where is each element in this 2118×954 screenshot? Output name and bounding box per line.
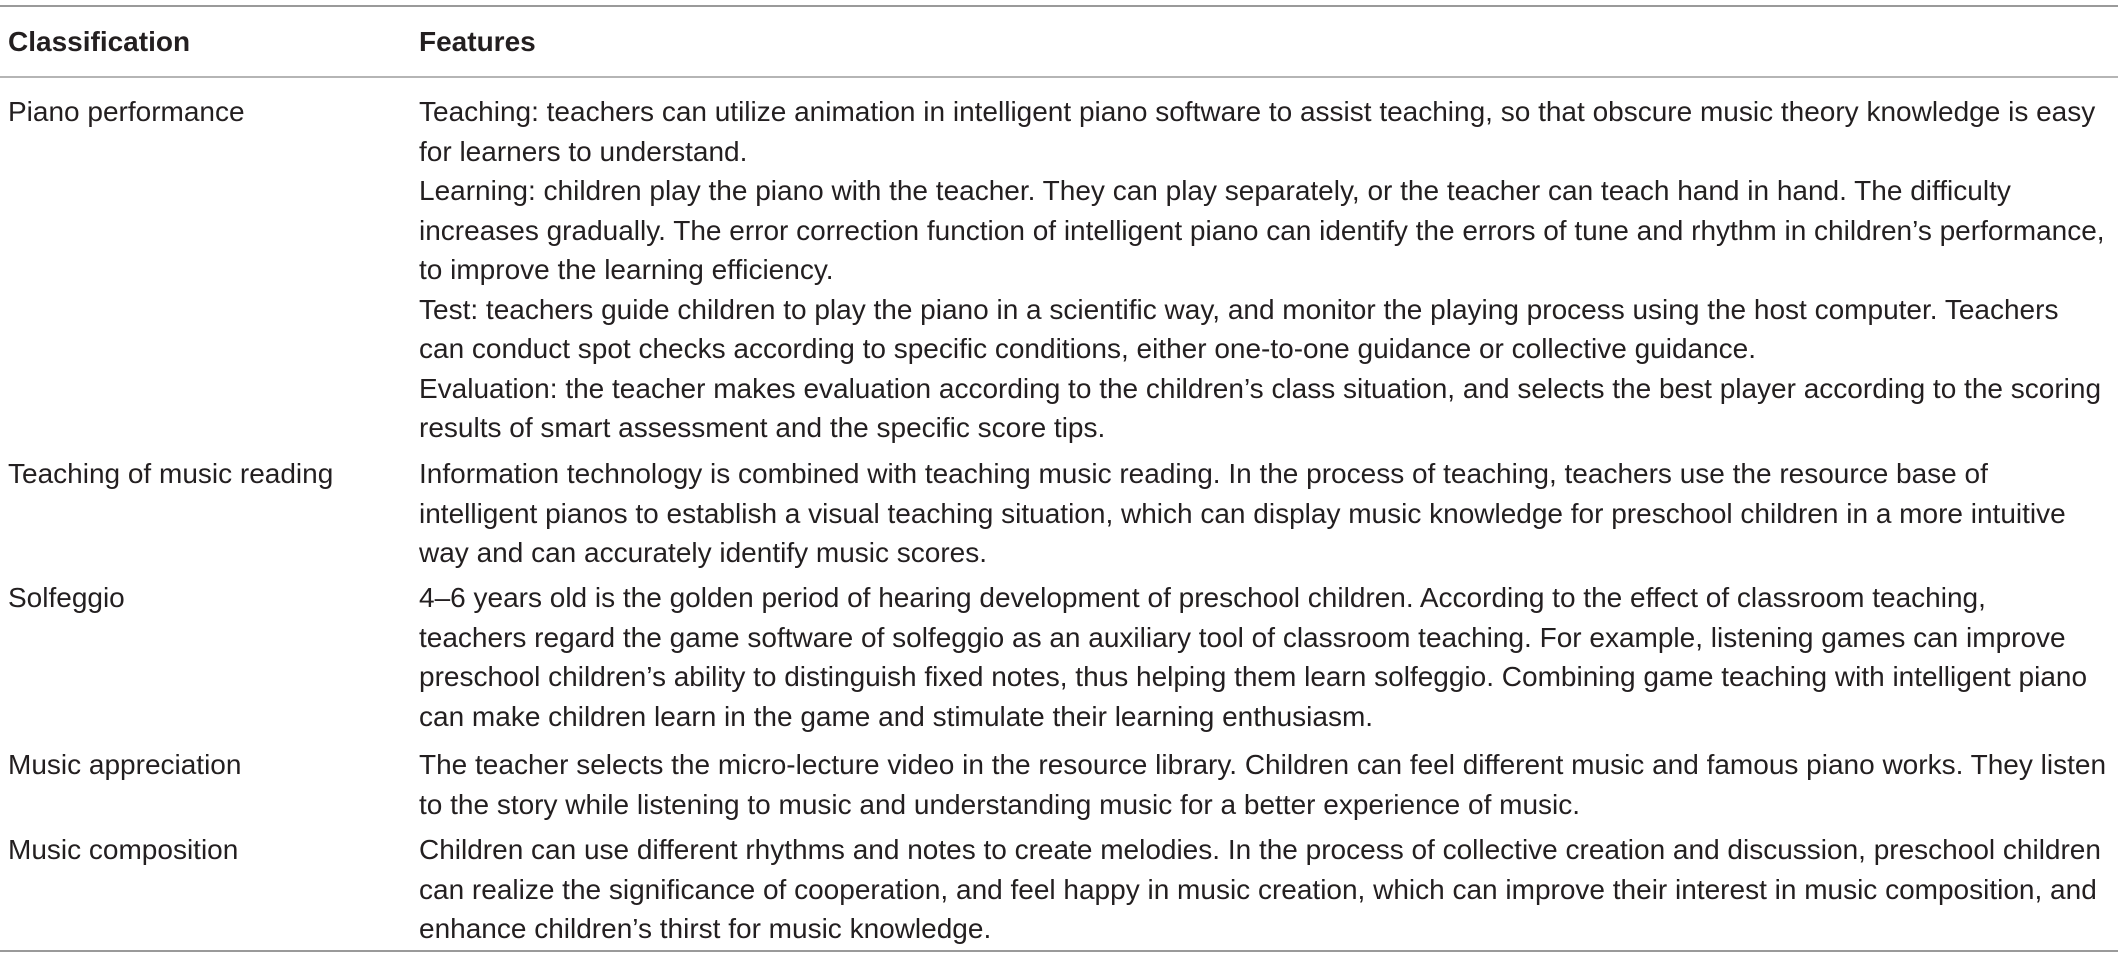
feature-line: to the story while listening to music and understanding music for a better experience of music. [419,788,1581,820]
feature-line: way and can accurately identify music scores. [419,537,988,568]
feature-line: for learners to understand. [419,135,748,167]
classification-cell: Music composition [8,834,239,865]
feature-line: can conduct spot checks according to specific conditions, either one-to-one guidance or collective guidance. [419,333,1757,364]
table-header-row [0,20,2118,64]
feature-line: Information technology is combined with teaching music reading. In the process of teaching, teachers use the resource base of [419,458,1988,489]
header-features: Features [419,26,536,57]
features-cell [419,830,2111,949]
feature-line: intelligent pianos to establish a visual teaching situation, which can display music knowledge for preschool children in a more intuitive [419,497,2066,529]
classification-cell: Teaching of music reading [8,458,334,489]
feature-line: preschool children’s ability to distinguish fixed notes, thus helping them learn solfeggio. Combining game teaching with intelligent piano [419,661,2088,692]
feature-line: can realize the significance of cooperation, and feel happy in music creation, which can improve their interest in music composition, and [419,873,2097,905]
classification-cell: Piano performance [8,96,245,127]
header-classification: Classification [8,26,191,57]
feature-line: Children can use different rhythms and notes to create melodies. In the process of collective creation and discussion, preschool children [419,834,2101,865]
feature-line: Learning: children play the piano with the teacher. They can play separately, or the teacher can teach hand in hand. The difficulty [419,175,2011,206]
feature-line: can make children learn in the game and stimulate their learning enthusiasm. [419,700,1374,732]
features-cell [419,454,2111,573]
feature-line: teachers regard the game software of solfeggio as an auxiliary tool of classroom teaching. For example, listening games can improve [419,621,2066,653]
features-cell [419,578,2111,736]
feature-line: increases gradually. The error correction function of intelligent piano can identify the errors of tune and rhythm in children’s performance, [419,214,2105,246]
feature-line: The teacher selects the micro-lecture video in the resource library. Children can feel different music and famous piano works. They listen [419,749,2107,780]
features-cell [419,92,2111,448]
table-header-rule [0,76,2118,78]
table-bottom-rule [0,950,2118,952]
feature-line: results of smart assessment and the specific score tips. [419,412,1106,443]
classification-cell: Music appreciation [8,749,242,780]
feature-line: enhance children’s thirst for music knowledge. [419,913,992,944]
feature-line: Test: teachers guide children to play the piano in a scientific way, and monitor the playing process using the host computer. Teachers [419,293,2059,325]
features-cell [419,745,2111,824]
feature-line: to improve the learning efficiency. [419,254,834,285]
feature-line: Teaching: teachers can utilize animation in intelligent piano software to assist teaching, so that obscure music theory knowledge is easy [419,96,2096,127]
table-top-rule [0,5,2118,7]
classification-cell: Solfeggio [8,582,125,613]
feature-line: Evaluation: the teacher makes evaluation according to the children’s class situation, and selects the best player according to the scoring [419,372,2102,404]
feature-line: 4–6 years old is the golden period of hearing development of preschool children. According to the effect of classroom teaching, [419,582,1986,613]
